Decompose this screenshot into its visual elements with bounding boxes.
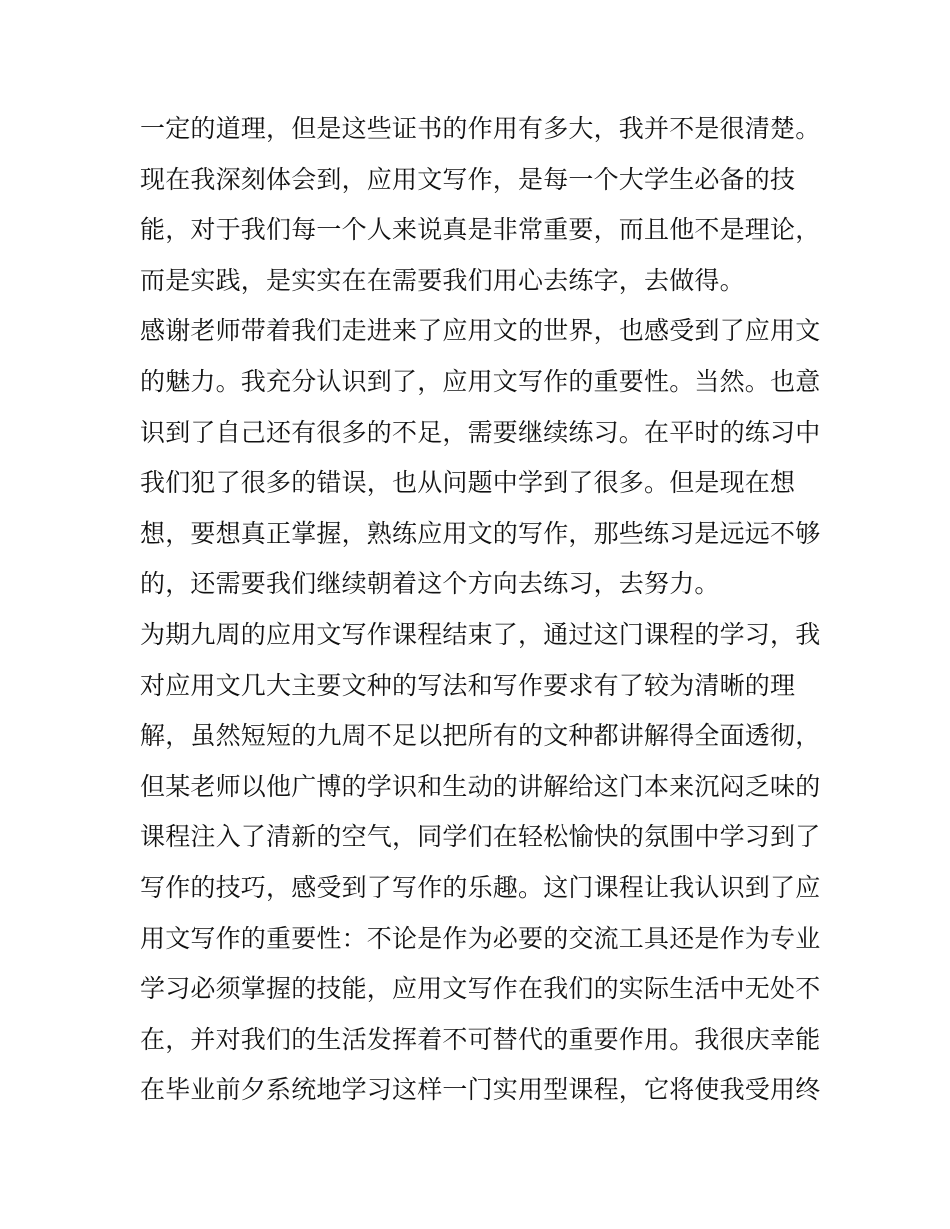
text-line: 能，对于我们每一个人来说真是非常重要，而且他不是理论，: [140, 215, 821, 245]
text-line: 的，还需要我们继续朝着这个方向去练习，去努力。: [140, 569, 720, 599]
text-line: 现在我深刻体会到，应用文写作，是每一个大学生必备的技: [140, 164, 796, 194]
text-line: 课程注入了清新的空气，同学们在轻松愉快的氛围中学习到了: [140, 822, 821, 852]
text-line: 我们犯了很多的错误，也从问题中学到了很多。但是现在想: [140, 468, 796, 498]
text-line: 在，并对我们的生活发挥着不可替代的重要作用。我很庆幸能: [140, 1024, 821, 1054]
text-line: 解，虽然短短的九周不足以把所有的文种都讲解得全面透彻，: [140, 721, 821, 751]
text-line: 在毕业前夕系统地学习这样一门实用型课程，它将使我受用终: [140, 1075, 821, 1105]
text-line: 学习必须掌握的技能，应用文写作在我们的实际生活中无处不: [140, 974, 821, 1004]
text-line: 一定的道理，但是这些证书的作用有多大，我并不是很清楚。: [140, 114, 821, 143]
text-line: 写作的技巧，感受到了写作的乐趣。这门课程让我认识到了应: [140, 872, 821, 902]
text-line: 为期九周的应用文写作课程结束了，通过这门课程的学习，我: [140, 619, 821, 649]
text-line: 但某老师以他广博的学识和生动的讲解给这门本来沉闷乏味的: [140, 771, 821, 801]
text-line: 用文写作的重要性：不论是作为必要的交流工具还是作为专业: [140, 923, 821, 953]
text-line: 而是实践，是实实在在需要我们用心去练字，去做得。: [140, 265, 745, 295]
text-line: 感谢老师带着我们走进来了应用文的世界，也感受到了应用文: [140, 316, 821, 346]
text-line: 对应用文几大主要文种的写法和写作要求有了较为清晰的理: [140, 670, 796, 700]
body-text: [140, 104, 820, 1116]
text-line: 想，要想真正掌握，熟练应用文的写作，那些练习是远远不够: [140, 518, 821, 548]
text-line: 识到了自己还有很多的不足，需要继续练习。在平时的练习中: [140, 417, 821, 447]
text-line: 的魅力。我充分认识到了，应用文写作的重要性。当然。也意: [140, 366, 821, 396]
